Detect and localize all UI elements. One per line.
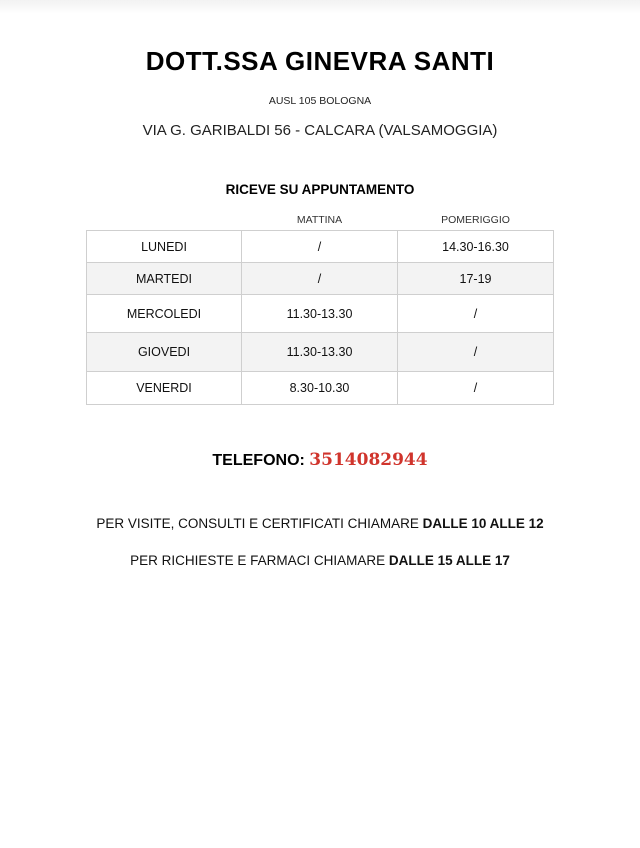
call-hours-note-prescriptions bbox=[0, 553, 640, 568]
note-text: PER RICHIESTE E FARMACI CHIAMARE bbox=[130, 553, 389, 568]
afternoon-cell: / bbox=[398, 372, 554, 405]
address: VIA G. GARIBALDI 56 - CALCARA (VALSAMOGGIA) bbox=[142, 122, 498, 139]
day-cell: VENERDI bbox=[87, 372, 242, 405]
phone-label: TELEFONO: bbox=[212, 452, 305, 469]
doctor-name: DOTT.SSA GINEVRA SANTI bbox=[145, 46, 495, 76]
morning-cell: / bbox=[242, 263, 398, 295]
table-row bbox=[87, 333, 554, 372]
schedule-table bbox=[86, 230, 554, 405]
afternoon-cell: / bbox=[398, 295, 554, 333]
note-hours: DALLE 10 ALLE 12 bbox=[422, 516, 544, 531]
day-cell: MARTEDI bbox=[87, 263, 242, 295]
afternoon-cell: 14.30-16.30 bbox=[398, 231, 554, 263]
top-edge-shadow bbox=[0, 0, 640, 14]
appointment-heading: RICEVE SU APPUNTAMENTO bbox=[225, 182, 415, 197]
phone-number[interactable]: 3514082944 bbox=[309, 450, 428, 470]
morning-cell: / bbox=[242, 231, 398, 263]
table-row bbox=[87, 263, 554, 295]
afternoon-cell: / bbox=[398, 333, 554, 372]
morning-cell: 8.30-10.30 bbox=[242, 372, 398, 405]
phone-line bbox=[0, 450, 640, 470]
column-header-morning: MATTINA bbox=[296, 214, 343, 226]
call-hours-note-visits bbox=[0, 516, 640, 531]
afternoon-cell: 17-19 bbox=[398, 263, 554, 295]
table-row bbox=[87, 295, 554, 333]
column-header-afternoon: POMERIGGIO bbox=[441, 214, 510, 226]
note-hours: DALLE 15 ALLE 17 bbox=[388, 553, 510, 568]
day-cell: GIOVEDI bbox=[87, 333, 242, 372]
day-cell: LUNEDI bbox=[87, 231, 242, 263]
note-text: PER VISITE, CONSULTI E CERTIFICATI CHIAMARE bbox=[96, 516, 423, 531]
morning-cell: 11.30-13.30 bbox=[242, 295, 398, 333]
day-cell: MERCOLEDI bbox=[87, 295, 242, 333]
table-row bbox=[87, 372, 554, 405]
morning-cell: 11.30-13.30 bbox=[242, 333, 398, 372]
organization: AUSL 105 BOLOGNA bbox=[268, 95, 372, 107]
table-row bbox=[87, 231, 554, 263]
